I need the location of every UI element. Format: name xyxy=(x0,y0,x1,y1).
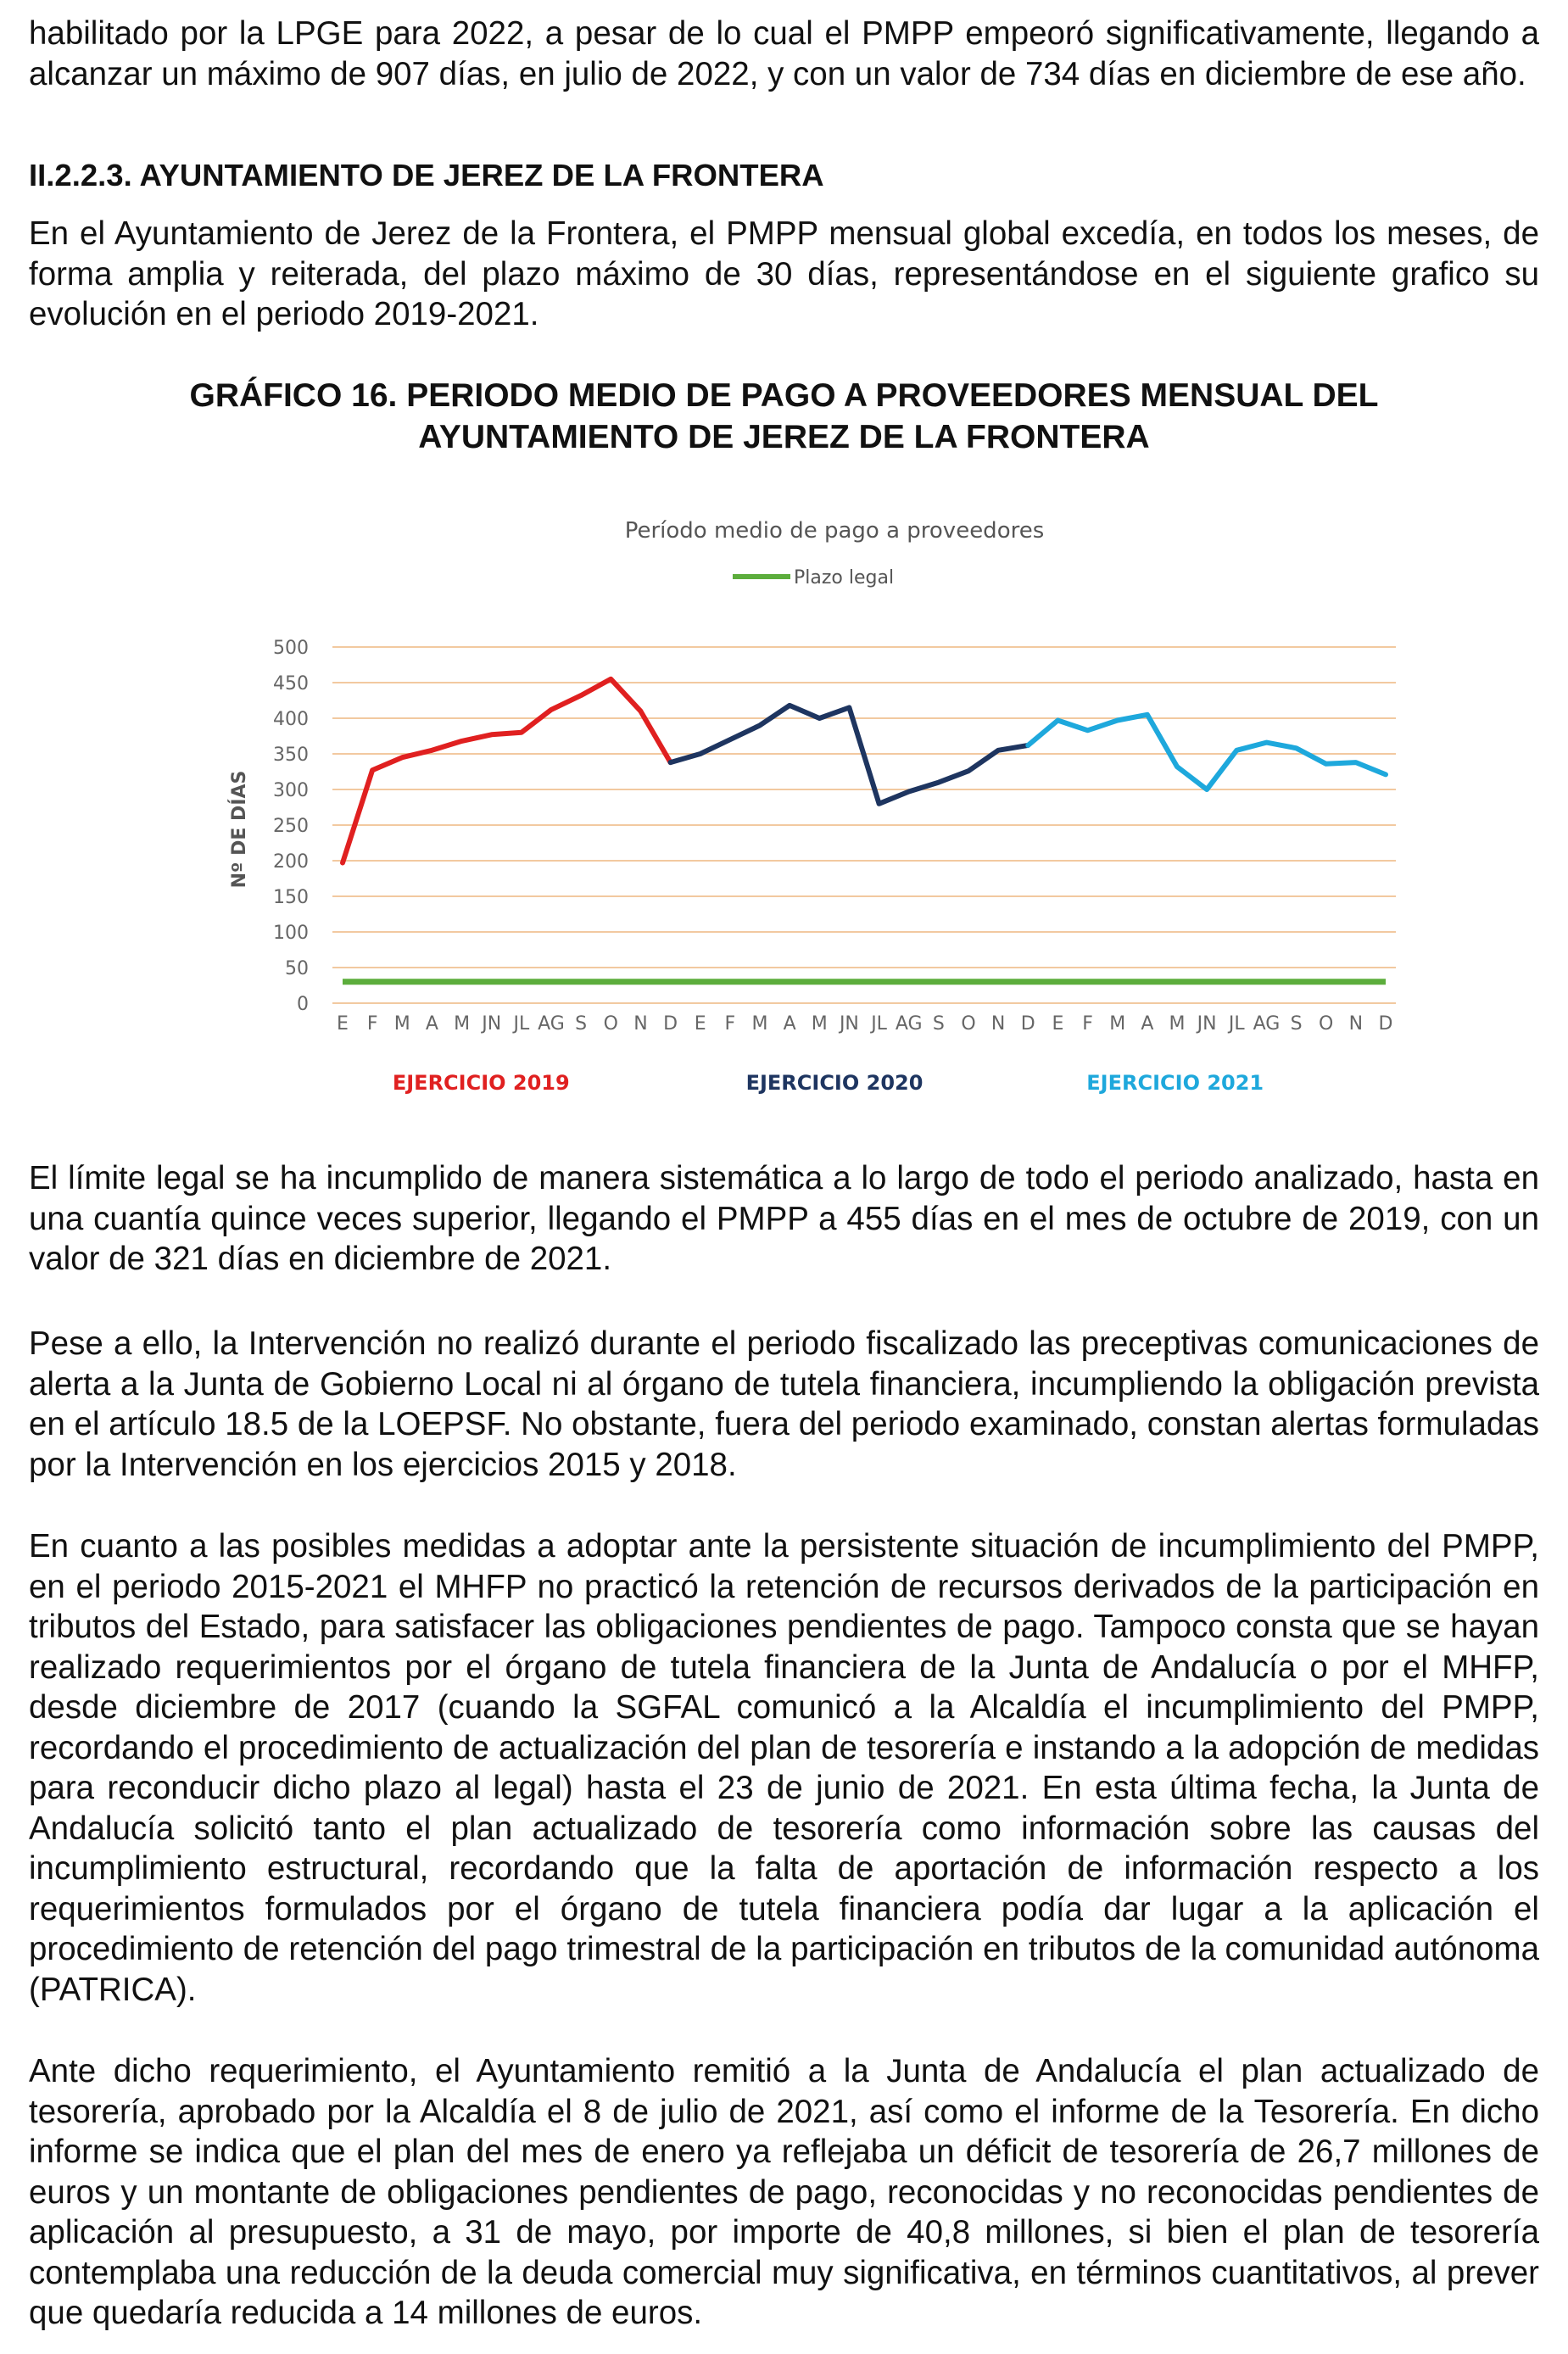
x-tick-label: A xyxy=(425,1013,438,1035)
x-tick-label: E xyxy=(1052,1013,1064,1035)
y-tick-label: 400 xyxy=(273,709,309,730)
y-tick-label: 350 xyxy=(273,745,309,766)
paragraph-limit: El límite legal se ha incumplido de manera sistemática a lo largo de todo el periodo analizado, hasta en una cuantía quince veces superior, llegando el PMPP a 455 días en el mes de octubre de 2019, con un valor de 321 días en diciembre de 2021. xyxy=(29,1160,1539,1277)
figure-title xyxy=(29,375,1539,458)
paragraph-treasury-plan: Ante dicho requerimiento, el Ayuntamiento remitió a la Junta de Andalucía el plan actualizado de tesorería, aprobado por la Alcaldía el 8 de julio de 2021, así como el informe de la Tesorería. En dicho informe se indica que el plan del mes de enero ya reflejaba un déficit de tesorería de 26,7 millones de euros y un montante de obligaciones pendientes de pago, reconocidas y no reconocidas pendientes de aplicación al presupuesto, a 31 de mayo, por importe de 40,8 millones, si bien el plan de tesorería contemplaba una reducción de la deuda comercial muy significativa, en términos cuantitativos, al prever que quedaría reducida a 14 millones de euros. xyxy=(29,2053,1539,2331)
x-tick-label: E xyxy=(694,1013,706,1035)
series-line-3 xyxy=(1028,715,1386,789)
paragraph-intro: habilitado por la LPGE para 2022, a pesar de lo cual el PMPP empeoró significativamente, llegando a alcanzar un máximo de 907 días, en julio de 2022, y con un valor de 734 días en diciembre de ese año. xyxy=(29,15,1539,92)
x-tick-label: O xyxy=(961,1013,976,1035)
x-tick-label: AG xyxy=(1253,1013,1281,1035)
x-tick-label: JL xyxy=(871,1013,887,1035)
x-tick-label: D xyxy=(1378,1013,1393,1035)
x-tick-label: O xyxy=(603,1013,618,1035)
x-tick-label: AG xyxy=(895,1013,923,1035)
x-tick-label: D xyxy=(663,1013,678,1035)
pmpp-line-chart xyxy=(181,492,1420,1119)
paragraph-alerts: Pese a ello, la Intervención no realizó durante el periodo fiscalizado las preceptivas comunicaciones de alerta a la Junta de Gobierno Local ni al órgano de tutela financiera, incumpliendo la obligación prevista en el artículo 18.5 de la LOEPSF. No obstante, fuera del periodo examinado, constan alertas formuladas por la Intervención en los ejercicios 2015 y 2018. xyxy=(29,1325,1539,1483)
x-tick-label: S xyxy=(932,1013,945,1035)
figure-title-line-2: AYUNTAMIENTO DE JEREZ DE LA FRONTERA xyxy=(418,419,1150,455)
x-tick-label: F xyxy=(366,1013,378,1035)
x-tick-label: E xyxy=(337,1013,349,1035)
x-tick-label: M xyxy=(1169,1013,1186,1035)
x-tick-label: M xyxy=(811,1013,828,1035)
group-label-1: EJERCICIO 2019 xyxy=(392,1071,570,1095)
x-tick-label: S xyxy=(1290,1013,1303,1035)
figure-title-line-1: GRÁFICO 16. PERIODO MEDIO DE PAGO A PROVEEDORES MENSUAL DEL xyxy=(189,377,1379,414)
y-tick-label: 150 xyxy=(273,887,309,908)
x-tick-label: D xyxy=(1020,1013,1035,1035)
y-tick-label: 500 xyxy=(273,638,309,659)
y-tick-label: 450 xyxy=(273,673,309,694)
x-tick-label: JL xyxy=(513,1013,530,1035)
x-tick-label: O xyxy=(1319,1013,1334,1035)
chart-container xyxy=(181,492,1420,1119)
series-line-1 xyxy=(343,679,671,863)
paragraph-measures: En cuanto a las posibles medidas a adoptar ante la persistente situación de incumplimiento del PMPP, en el periodo 2015-2021 el MHFP no practicó la retención de recursos derivados de la participación en tributos del Estado, para satisfacer las obligaciones pendientes de pago. Tampoco consta que se hayan realizado requerimientos por el órgano de tutela financiera de la Junta de Andalucía o por el MHFP, desde diciembre de 2017 (cuando la SGFAL comunicó a la Alcaldía el incumplimiento del PMPP, recordando el procedimiento de actualización del plan de tesorería e instando a la adopción de medidas para reconducir dicho plazo al legal) hasta el 23 de junio de 2021. En esta última fecha, la Junta de Andalucía solicitó tanto el plan actualizado de tesorería como información sobre las causas del incumplimiento estructural, recordando que la falta de aportación de información respecto a los requerimientos formulados por el órgano de tutela financiera podía dar lugar a la aplicación el procedimiento de retención del pago trimestral de la participación en tributos de la comunidad autónoma (PATRICA). xyxy=(29,1528,1539,2008)
x-tick-label: AG xyxy=(538,1013,565,1035)
x-tick-label: N xyxy=(633,1013,648,1035)
x-tick-label: M xyxy=(751,1013,768,1035)
x-tick-label: A xyxy=(1141,1013,1154,1035)
y-axis-label: Nº DE DÍAS xyxy=(229,770,250,889)
x-tick-label: N xyxy=(1348,1013,1364,1035)
y-tick-label: 50 xyxy=(285,958,309,979)
section-heading: II.2.2.3. AYUNTAMIENTO DE JEREZ DE LA FRONTERA xyxy=(29,158,824,192)
x-tick-label: JL xyxy=(1228,1013,1245,1035)
legend-label-plazo-legal: Plazo legal xyxy=(794,567,895,588)
x-tick-label: JN xyxy=(839,1013,859,1035)
y-tick-label: 250 xyxy=(273,816,309,837)
x-tick-label: S xyxy=(575,1013,588,1035)
paragraph-jerez: En el Ayuntamiento de Jerez de la Frontera, el PMPP mensual global excedía, en todos los meses, de forma amplia y reiterada, del plazo máximo de 30 días, representándose en el siguiente grafico su evolución en el periodo 2019-2021. xyxy=(29,215,1539,332)
x-tick-label: M xyxy=(393,1013,410,1035)
y-tick-label: 200 xyxy=(273,851,309,873)
x-tick-label: N xyxy=(990,1013,1006,1035)
y-tick-label: 0 xyxy=(297,994,309,1015)
x-tick-label: A xyxy=(783,1013,796,1035)
x-tick-label: M xyxy=(454,1013,471,1035)
x-tick-label: M xyxy=(1109,1013,1126,1035)
y-tick-label: 300 xyxy=(273,780,309,801)
x-tick-label: JN xyxy=(482,1013,502,1035)
y-tick-label: 100 xyxy=(273,923,309,944)
chart-title: Período medio de pago a proveedores xyxy=(624,518,1045,544)
group-label-2: EJERCICIO 2020 xyxy=(745,1071,924,1095)
x-tick-label: F xyxy=(724,1013,736,1035)
x-tick-label: JN xyxy=(1197,1013,1217,1035)
x-tick-label: F xyxy=(1082,1013,1093,1035)
group-label-3: EJERCICIO 2021 xyxy=(1086,1071,1264,1095)
